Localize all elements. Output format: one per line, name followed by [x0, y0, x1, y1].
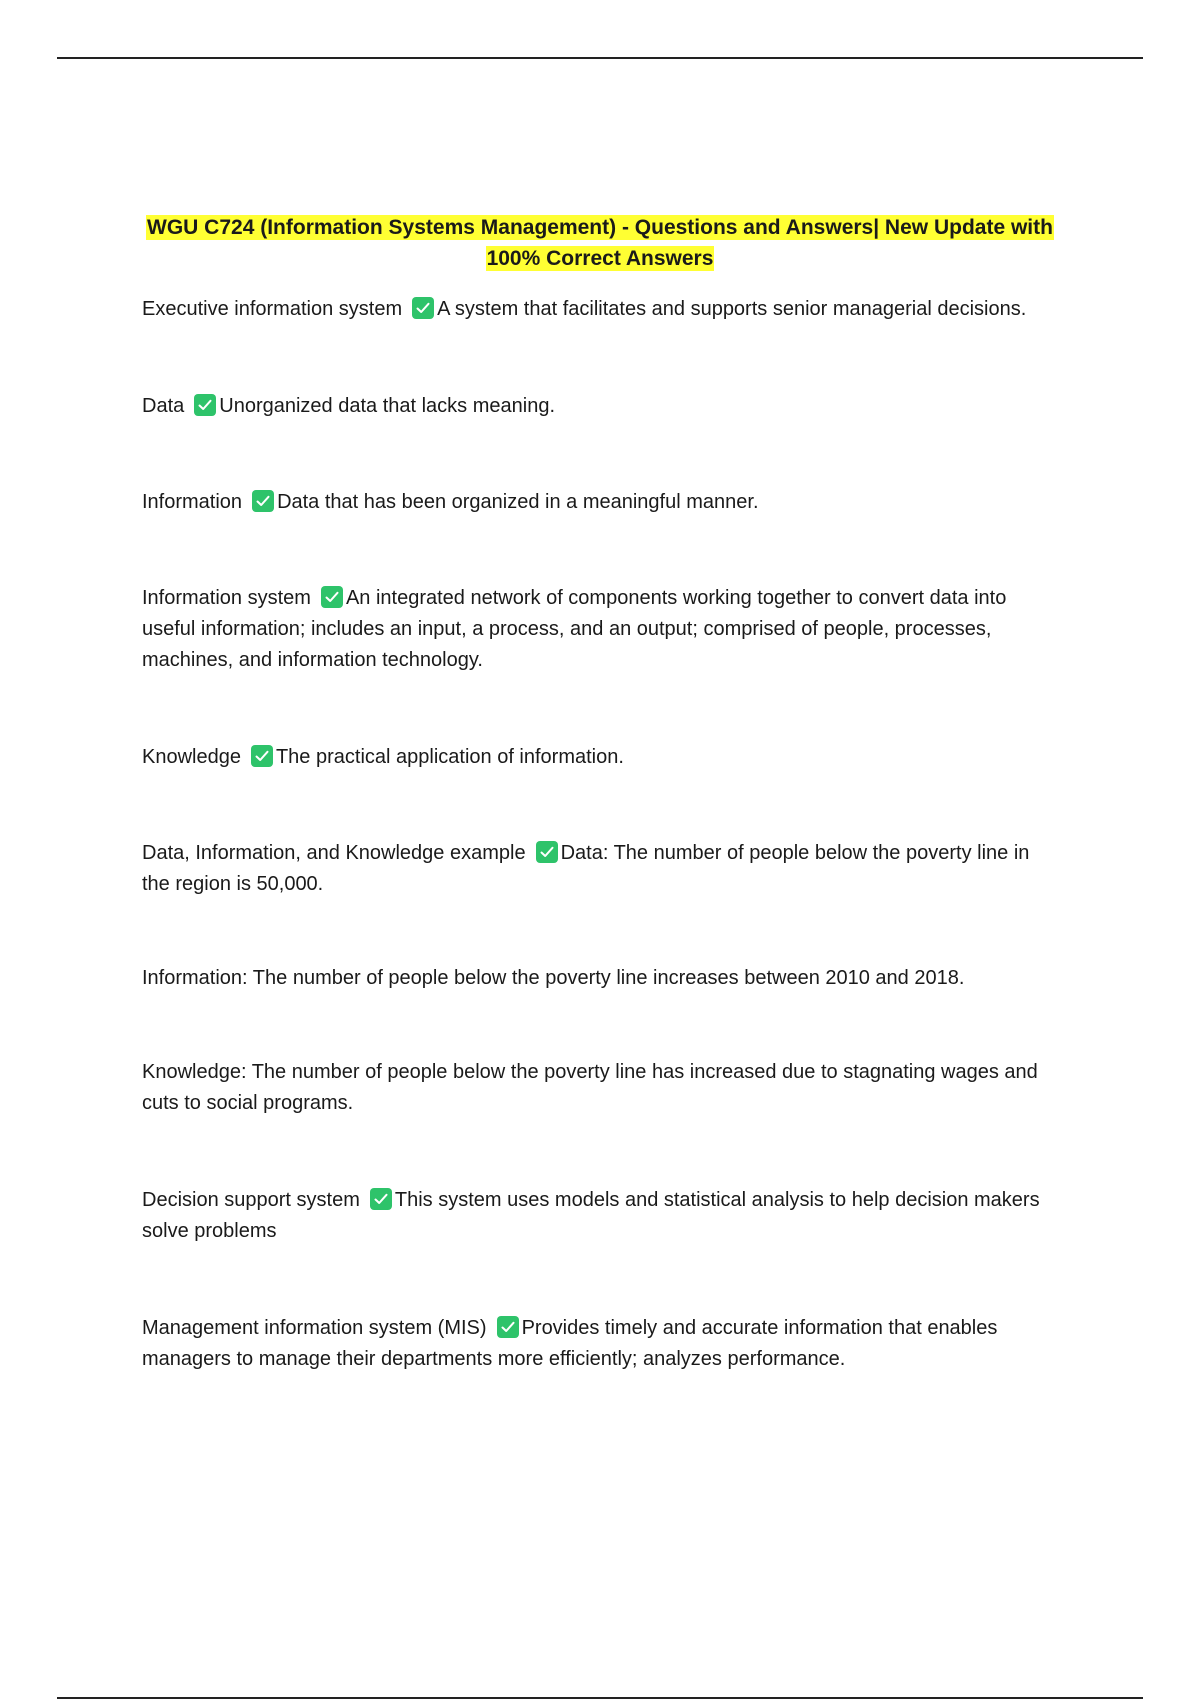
qa-paragraph — [142, 963, 1058, 994]
entry-term: Knowledge — [142, 746, 241, 768]
qa-entry — [142, 583, 1058, 676]
check-mark-icon — [370, 1188, 392, 1210]
entry-definition: Provides timely and accurate information that enables managers to manage their departments more efficiently; analyzes performance. — [142, 1317, 998, 1370]
qa-entry — [142, 742, 1058, 773]
entry-term: Information — [142, 491, 243, 513]
qa-entry — [142, 838, 1058, 900]
check-mark-icon — [251, 745, 273, 767]
qa-entry — [142, 1313, 1058, 1375]
qa-entry — [142, 487, 1058, 518]
document-title: WGU C724 (Information Systems Management) - Questions and Answers| New Update with 100% Correct Answers — [147, 216, 1053, 270]
entry-definition: Data that has been organized in a meaningful manner. — [277, 491, 759, 513]
entry-text: Knowledge: The number of people below the poverty line has increased due to stagnating wages and cuts to social programs. — [142, 1061, 1038, 1114]
qa-paragraph — [142, 1057, 1058, 1119]
entry-definition: An integrated network of components working together to convert data into useful information; includes an input, a process, and an output; comprised of people, processes, machines, and information technology. — [142, 587, 1007, 671]
entry-term: Decision support system — [142, 1189, 360, 1211]
entry-term: Data — [142, 395, 185, 417]
check-mark-icon — [321, 586, 343, 608]
entry-definition: The practical application of information. — [275, 746, 624, 768]
check-mark-icon — [252, 490, 274, 512]
entry-term: Information system — [142, 587, 311, 609]
entry-text: Information: The number of people below the poverty line increases between 2010 and 2018. — [142, 967, 965, 989]
bottom-divider — [57, 1697, 1143, 1699]
check-mark-icon — [497, 1316, 519, 1338]
entry-term: Executive information system — [142, 298, 403, 320]
entry-definition: Data: The number of people below the poverty line in the region is 50,000. — [142, 842, 1030, 895]
entry-definition: This system uses models and statistical analysis to help decision makers solve problems — [142, 1189, 1040, 1242]
qa-entry — [142, 294, 1058, 325]
qa-entry — [142, 1185, 1058, 1247]
entry-definition: A system that facilitates and supports senior managerial decisions. — [437, 298, 1027, 320]
check-mark-icon — [412, 297, 434, 319]
entry-definition: Unorganized data that lacks meaning. — [219, 395, 556, 417]
entry-term: Management information system (MIS) — [142, 1317, 487, 1339]
qa-entry — [142, 391, 1058, 422]
check-mark-icon — [536, 841, 558, 863]
top-divider — [57, 57, 1143, 59]
document-body — [142, 212, 1058, 1441]
check-mark-icon — [194, 394, 216, 416]
entry-term: Data, Information, and Knowledge example — [142, 842, 526, 864]
